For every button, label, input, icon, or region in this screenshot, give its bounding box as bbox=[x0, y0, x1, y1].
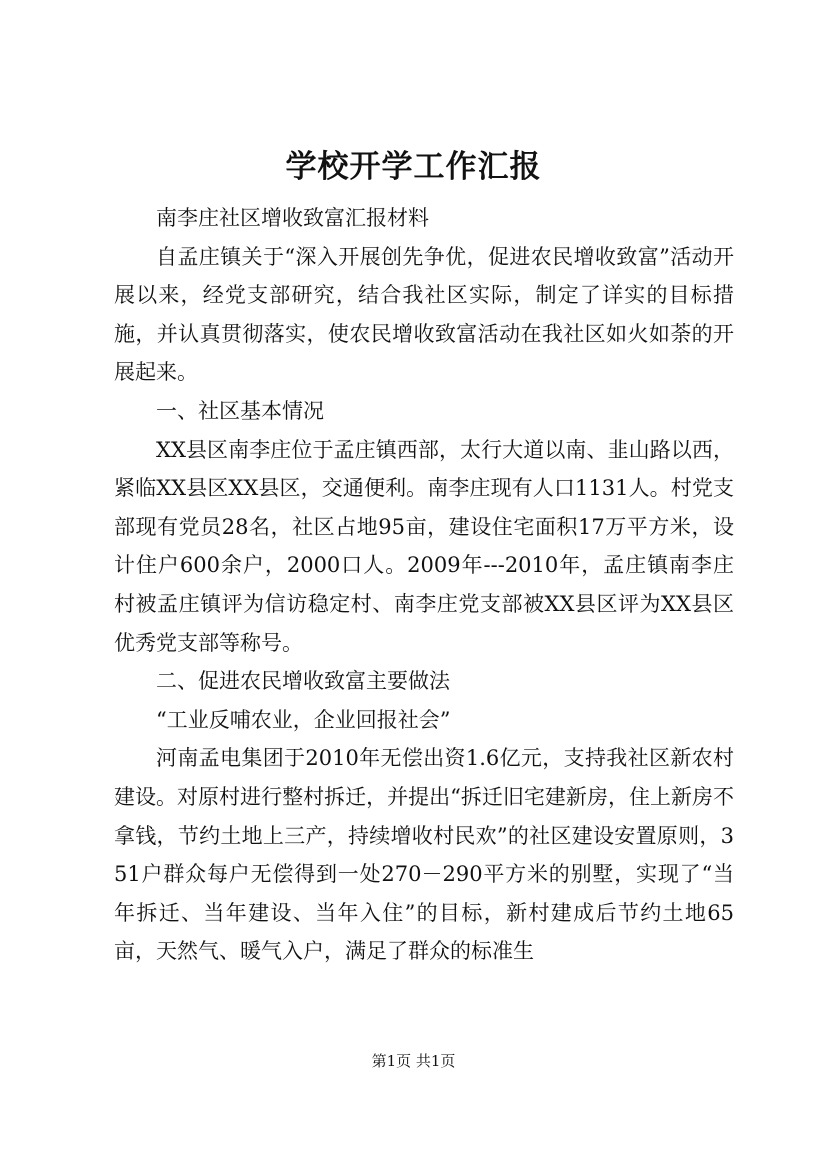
document-body bbox=[114, 199, 734, 971]
paragraph-subtitle: 南李庄社区增收致富汇报材料 bbox=[156, 206, 429, 230]
section-heading-practices: 二、促进农民增收致富主要做法 bbox=[156, 669, 450, 694]
document-title: 学校开学工作汇报 bbox=[285, 149, 542, 185]
page-footer: 第1页 共1页 bbox=[371, 1052, 456, 1070]
paragraph-intro: 自孟庄镇关于“深入开展创先争优，促进农民增收致富”活动开展以来，经党支部研究，结合我社区实际，制定了详实的目标措施，并认真贯彻落实，使农民增收致富活动在我社区如火如荼的开展起来。 bbox=[114, 244, 734, 385]
section-heading-basic-info: 一、社区基本情况 bbox=[156, 398, 324, 423]
paragraph-basic-info: XX县区南李庄位于孟庄镇西部，太行大道以南、韭山路以西，紧临XX县区XX县区，交通便利。南李庄现有人口1131人。村党支部现有党员28名，社区占地95亩，建设住宅面积17万平方米，设计住户600余户，2000口人。2009年---2010年，孟庄镇南李庄村被孟庄镇评为信访稳定村、南李庄党支部被XX县区评为XX县区优秀党支部等称号。 bbox=[114, 437, 734, 655]
paragraph-investment: 河南孟电集团于2010年无偿出资1.6亿元，支持我社区新农村建设。对原村进行整村拆迁，并提出“拆迁旧宅建新房，住上新房不拿钱，节约土地上三产，持续增收村民欢”的社区建设安置原则，351户群众每户无偿得到一处270－290平方米的别墅，实现了“当年拆迁、当年建设、当年入住”的目标，新村建成后节约土地65亩，天然气、暖气入户，满足了群众的标准生 bbox=[114, 746, 734, 964]
paragraph-slogan: “工业反哺农业，企业回报社会” bbox=[156, 707, 451, 732]
